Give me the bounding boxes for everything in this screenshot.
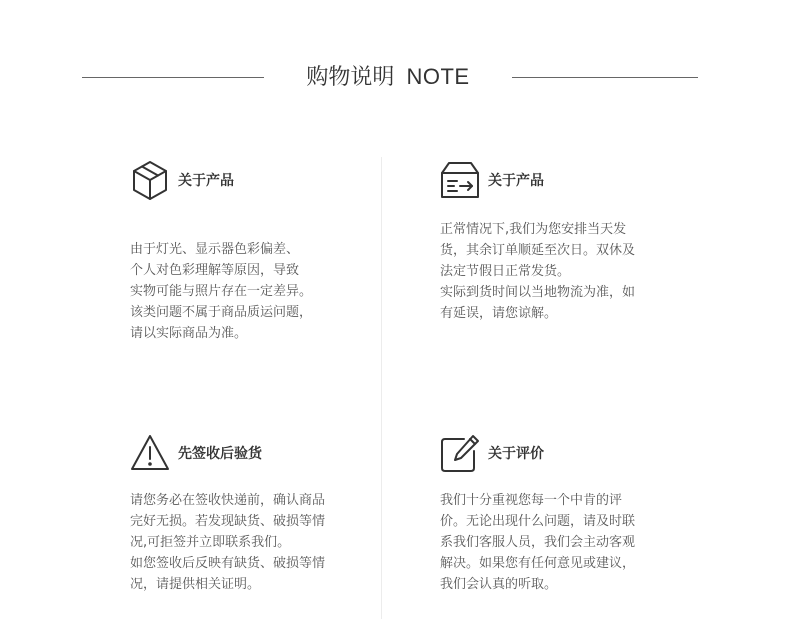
section-title: 关于产品 — [488, 173, 544, 189]
section-body — [130, 490, 380, 595]
column-divider — [381, 157, 382, 619]
page-title — [264, 62, 512, 93]
section-body — [130, 239, 380, 344]
edit-icon — [440, 433, 480, 473]
body-line: 货，其余订单顺延至次日。双休及 — [440, 243, 636, 258]
body-line: 正常情况下,我们为您安排当天发 — [440, 222, 627, 237]
body-line: 由于灯光、显示器色彩偏差、 — [130, 242, 300, 257]
body-line: 请以实际商品为准。 — [130, 326, 248, 341]
body-line: 况，请提供相关证明。 — [130, 577, 261, 592]
body-line: 请您务必在签收快递前，确认商品 — [130, 493, 326, 508]
body-line: 有延误，请您谅解。 — [440, 306, 558, 321]
body-line: 实物可能与照片存在一定差异。 — [130, 284, 313, 299]
body-line: 我们十分重视您每一个中肯的评 — [440, 493, 623, 508]
body-line: 解决。如果您有任何意见或建议， — [440, 556, 636, 571]
header-divider-left — [82, 77, 264, 78]
body-line: 完好无损。若发现缺货、破损等情 — [130, 514, 326, 529]
cube-icon — [130, 160, 170, 200]
body-line: 法定节假日正常发货。 — [440, 264, 571, 279]
page-title-cn: 购物说明 — [306, 65, 395, 90]
body-line: 价。无论出现什么问题，请及时联 — [440, 514, 636, 529]
body-line: 个人对色彩理解等原因，导致 — [130, 263, 300, 278]
body-line: 系我们客服人员，我们会主动客观 — [440, 535, 636, 550]
header-divider-right — [512, 77, 698, 78]
page-title-en: NOTE — [406, 64, 470, 89]
body-line: 况,可拒签并立即联系我们。 — [130, 535, 291, 550]
section-title: 关于评价 — [488, 446, 544, 462]
section-title: 关于产品 — [178, 173, 234, 189]
warning-icon — [130, 433, 170, 473]
section-title: 先签收后验货 — [178, 446, 262, 462]
body-line: 实际到货时间以当地物流为准，如 — [440, 285, 636, 300]
section-body — [440, 490, 690, 595]
body-line: 该类问题不属于商品质运问题， — [130, 305, 313, 320]
section-body — [440, 219, 690, 324]
body-line: 如您签收后反映有缺货、破损等情 — [130, 556, 326, 571]
shipping-box-icon — [440, 160, 480, 200]
body-line: 我们会认真的听取。 — [440, 577, 558, 592]
